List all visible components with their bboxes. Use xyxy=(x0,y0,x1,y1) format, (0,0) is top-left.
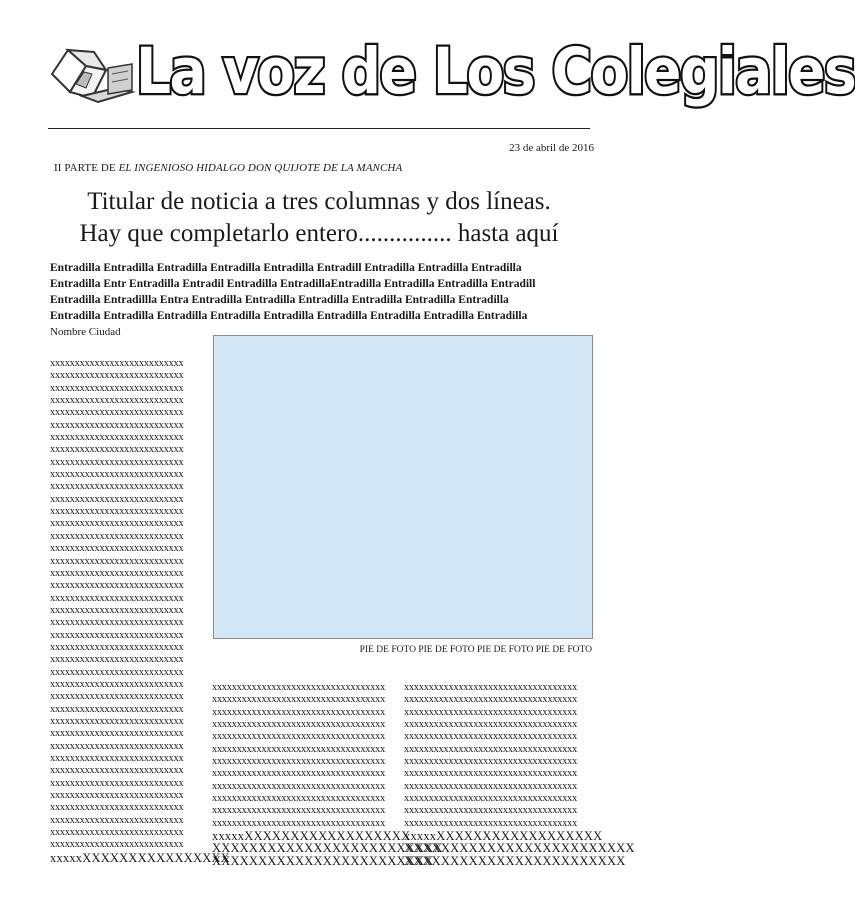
masthead-title: La voz de Los Colegiales xyxy=(136,34,855,108)
lede-paragraph: Entradilla Entradilla Entradilla Entradilla Entradilla Entradill Entradilla Entradilla Entradilla Entradilla Entr Entradilla Entradil Entradilla EntradillaEntradilla Entradilla Entradilla Entradill Entradilla Entradillla Entra Entradilla Entradilla Entradilla Entradilla Entradilla Entradilla Entradilla Entradilla Entradilla Entradilla Entradilla Entradilla Entradilla Entradilla Entradilla xyxy=(50,262,536,322)
city-name: Nombre Ciudad xyxy=(50,326,121,338)
body-column-right xyxy=(404,682,635,867)
body-column-left xyxy=(50,358,230,864)
column-text-end: xxxxxXXXXXXXXXXXXXXXXXX XXXXXXXXXXXXXXXXXXXXXXXXX XXXXXXXXXXXXXXXXXXXXXXXX xyxy=(404,829,635,868)
masthead-rule xyxy=(48,128,590,129)
section-prefix: II PARTE DE xyxy=(54,162,119,174)
section-line xyxy=(54,162,402,174)
headline-line-1: Titular de noticia a tres columnas y dos líneas. xyxy=(87,188,551,215)
column-text: xxxxxxxxxxxxxxxxxxxxxxxxxxx xxxxxxxxxxxxxxxxxxxxxxxxxxx xxxxxxxxxxxxxxxxxxxxxxxxxxx xxxxxxxxxxxxxxxxxxxxxxxxxxx xxxxxxxxxxxxxxxxxxxxxxxxxxx xxxxxxxxxxxxxxxxxxxxxxxxxxx xxxxxxxxxxxxxxxxxxxxxxxxxxx xxxxxxxxxxxxxxxxxxxxxxxxxxx xxxxxxxxxxxxxxxxxxxxxxxxxxx xxxxxxxxxxxxxxxxxxxxxxxxxxx xxxxxxxxxxxxxxxxxxxxxxxxxxx xxxxxxxxxxxxxxxxxxxxxxxxxxx xxxxxxxxxxxxxxxxxxxxxxxxxxx xxxxxxxxxxxxxxxxxxxxxxxxxxx xxxxxxxxxxxxxxxxxxxxxxxxxxx xxxxxxxxxxxxxxxxxxxxxxxxxxx xxxxxxxxxxxxxxxxxxxxxxxxxxx xxxxxxxxxxxxxxxxxxxxxxxxxxx xxxxxxxxxxxxxxxxxxxxxxxxxxx xxxxxxxxxxxxxxxxxxxxxxxxxxx xxxxxxxxxxxxxxxxxxxxxxxxxxx xxxxxxxxxxxxxxxxxxxxxxxxxxx xxxxxxxxxxxxxxxxxxxxxxxxxxx xxxxxxxxxxxxxxxxxxxxxxxxxxx xxxxxxxxxxxxxxxxxxxxxxxxxxx xxxxxxxxxxxxxxxxxxxxxxxxxxx xxxxxxxxxxxxxxxxxxxxxxxxxxx xxxxxxxxxxxxxxxxxxxxxxxxxxx xxxxxxxxxxxxxxxxxxxxxxxxxxx xxxxxxxxxxxxxxxxxxxxxxxxxxx xxxxxxxxxxxxxxxxxxxxxxxxxxx xxxxxxxxxxxxxxxxxxxxxxxxxxx xxxxxxxxxxxxxxxxxxxxxxxxxxx xxxxxxxxxxxxxxxxxxxxxxxxxxx xxxxxxxxxxxxxxxxxxxxxxxxxxx xxxxxxxxxxxxxxxxxxxxxxxxxxx xxxxxxxxxxxxxxxxxxxxxxxxxxx xxxxxxxxxxxxxxxxxxxxxxxxxxx xxxxxxxxxxxxxxxxxxxxxxxxxxx xxxxxxxxxxxxxxxxxxxxxxxxxxx xyxy=(50,358,184,851)
school-building-icon xyxy=(46,44,134,106)
photo-caption: PIE DE FOTO PIE DE FOTO PIE DE FOTO PIE DE FOTO xyxy=(359,645,592,655)
column-text-end: xxxxxXXXXXXXXXXXXXXXX xyxy=(50,850,230,865)
headline xyxy=(48,186,590,250)
photo-placeholder xyxy=(213,335,593,639)
column-text: xxxxxxxxxxxxxxxxxxxxxxxxxxxxxxxxxxx xxxxxxxxxxxxxxxxxxxxxxxxxxxxxxxxxxx xxxxxxxxxxxxxxxxxxxxxxxxxxxxxxxxxxx xxxxxxxxxxxxxxxxxxxxxxxxxxxxxxxxxxx xxxxxxxxxxxxxxxxxxxxxxxxxxxxxxxxxxx xxxxxxxxxxxxxxxxxxxxxxxxxxxxxxxxxxx xxxxxxxxxxxxxxxxxxxxxxxxxxxxxxxxxxx xxxxxxxxxxxxxxxxxxxxxxxxxxxxxxxxxxx xxxxxxxxxxxxxxxxxxxxxxxxxxxxxxxxxxx xxxxxxxxxxxxxxxxxxxxxxxxxxxxxxxxxxx xxxxxxxxxxxxxxxxxxxxxxxxxxxxxxxxxxx xxxxxxxxxxxxxxxxxxxxxxxxxxxxxxxxxxx xyxy=(212,682,386,829)
issue-date: 23 de abril de 2016 xyxy=(509,142,594,154)
column-text-end: xxxxxXXXXXXXXXXXXXXXXXX XXXXXXXXXXXXXXXXXXXXXXXXX XXXXXXXXXXXXXXXXXXXXXXXX xyxy=(212,829,443,868)
section-work-title: EL INGENIOSO HIDALGO DON QUIJOTE DE LA MANCHA xyxy=(118,162,403,174)
column-text: xxxxxxxxxxxxxxxxxxxxxxxxxxxxxxxxxxx xxxxxxxxxxxxxxxxxxxxxxxxxxxxxxxxxxx xxxxxxxxxxxxxxxxxxxxxxxxxxxxxxxxxxx xxxxxxxxxxxxxxxxxxxxxxxxxxxxxxxxxxx xxxxxxxxxxxxxxxxxxxxxxxxxxxxxxxxxxx xxxxxxxxxxxxxxxxxxxxxxxxxxxxxxxxxxx xxxxxxxxxxxxxxxxxxxxxxxxxxxxxxxxxxx xxxxxxxxxxxxxxxxxxxxxxxxxxxxxxxxxxx xxxxxxxxxxxxxxxxxxxxxxxxxxxxxxxxxxx xxxxxxxxxxxxxxxxxxxxxxxxxxxxxxxxxxx xxxxxxxxxxxxxxxxxxxxxxxxxxxxxxxxxxx xxxxxxxxxxxxxxxxxxxxxxxxxxxxxxxxxxx xyxy=(404,682,578,829)
headline-line-2: Hay que completarlo entero............... hasta aquí xyxy=(79,220,559,247)
